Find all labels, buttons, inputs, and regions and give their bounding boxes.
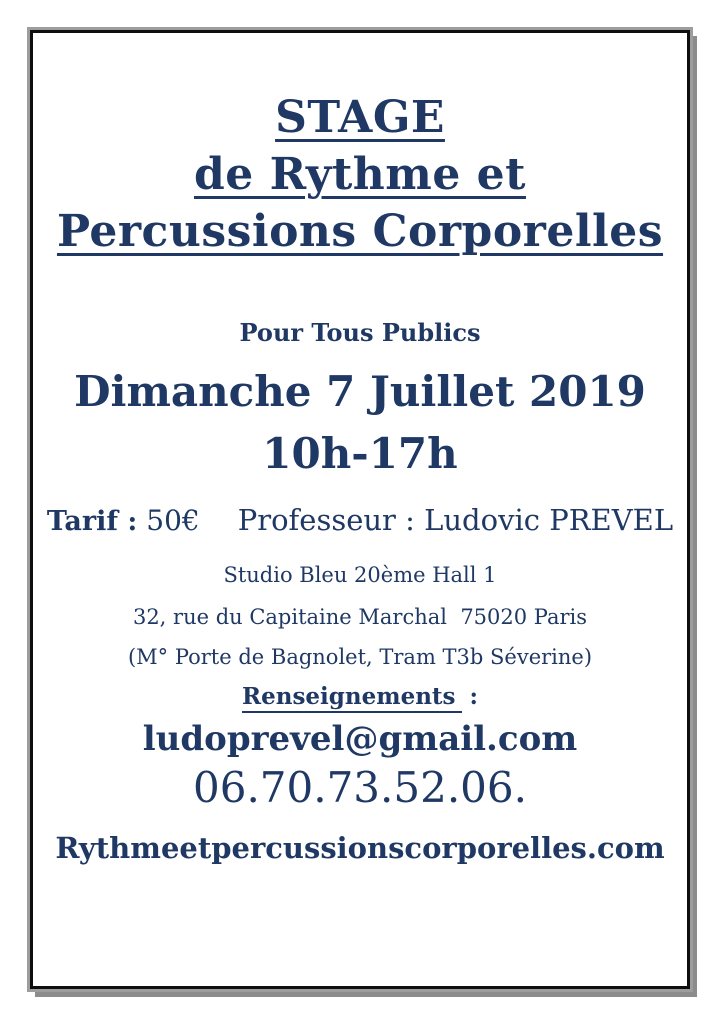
event-date: Dimanche 7 Juillet 2019	[74, 367, 646, 416]
title-line-3	[51, 203, 669, 260]
audience-line: Pour Tous Publics	[239, 318, 481, 347]
contact-website: Rythmeetpercussionscorporelles.com	[55, 831, 665, 866]
price	[47, 504, 200, 537]
title-line-2	[51, 146, 669, 203]
title-line-2-text: de Rythme et	[194, 149, 526, 200]
flyer-content	[33, 33, 687, 986]
flyer-title	[51, 89, 669, 260]
teacher-line: Professeur : Ludovic PREVEL	[237, 503, 674, 538]
address-line: 32, rue du Capitaine Marchal 75020 Paris	[132, 605, 588, 630]
event-time: 10h-17h	[262, 429, 458, 479]
transit-line: (M° Porte de Bagnolet, Tram T3b Séverine)	[127, 645, 593, 670]
price-value: 50€	[137, 504, 200, 538]
title-line-3-text: Percussions Corporelles	[56, 206, 664, 257]
contact-heading	[51, 683, 669, 713]
venue-line: Studio Bleu 20ème Hall 1	[223, 563, 497, 588]
title-line-1-text: STAGE	[275, 92, 445, 143]
contact-email: ludoprevel@gmail.com	[142, 719, 578, 760]
price-label: Tarif :	[46, 506, 138, 538]
title-line-1	[51, 89, 669, 146]
contact-phone: 06.70.73.52.06.	[193, 763, 527, 813]
price-and-teacher-row	[46, 503, 674, 538]
contact-heading-colon: :	[461, 683, 478, 711]
flyer-border-frame	[30, 30, 690, 989]
contact-heading-text: Renseignements	[242, 683, 462, 713]
